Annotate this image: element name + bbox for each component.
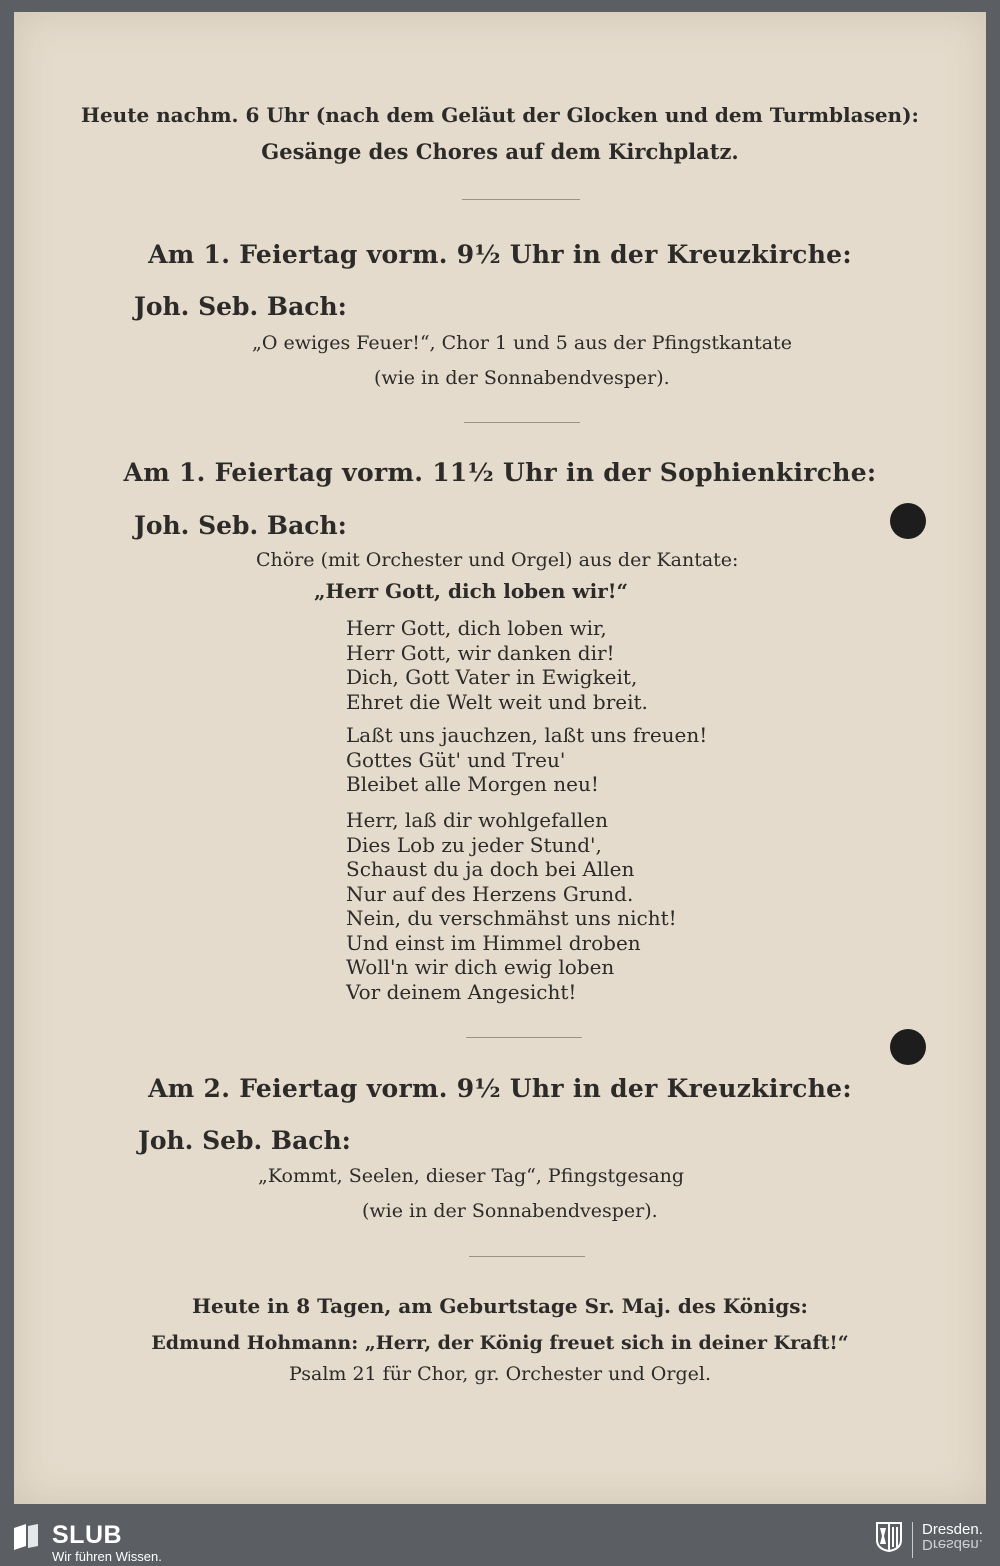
poem-line: Herr Gott, wir danken dir! [346,640,615,665]
poem-stanza-2 [346,723,707,797]
poem-line: Herr, laß dir wohlgefallen [346,808,608,832]
section-2-heading: Am 1. Feiertag vorm. 11½ Uhr in der Sophienkirche: [123,458,877,487]
dresden-logo[interactable] [922,1522,983,1552]
poem-line: Nein, du verschmähst uns nicht! [346,906,677,930]
section-3-heading: Am 2. Feiertag vorm. 9½ Uhr in der Kreuzkirche: [148,1074,852,1103]
poem-line: Laßt uns jauchzen, laßt uns freuen! [346,723,708,747]
book-icon [12,1524,40,1550]
divider [466,1037,582,1038]
divider [462,199,580,200]
section-3-work: „Kommt, Seelen, dieser Tag“, Pfingstgesang [258,1165,685,1187]
poem-line: Woll'n wir dich ewig loben [346,955,615,979]
poem-line: Gottes Güt' und Treu' [346,747,566,772]
section-2-cantata-title: „Herr Gott, dich loben wir!“ [314,579,629,603]
poem-line: Und einst im Himmel droben [346,930,641,955]
intro-line-2: Gesänge des Chores auf dem Kirchplatz. [261,139,739,164]
section-1-note: (wie in der Sonnabendvesper). [374,367,670,389]
slub-logo-text[interactable]: SLUB [52,1521,123,1549]
section-3-note: (wie in der Sonnabendvesper). [362,1200,658,1222]
poem-line: Dich, Gott Vater in Ewigkeit, [346,665,638,689]
poem-line: Bleibet alle Morgen neu! [346,772,599,796]
slub-tagline: Wir führen Wissen. [52,1549,162,1564]
section-3-composer: Joh. Seb. Bach: [138,1126,351,1155]
section-4-work: Edmund Hohmann: „Herr, der König freuet sich in deiner Kraft!“ [151,1332,849,1354]
punch-hole [890,503,926,539]
program-page [14,12,986,1504]
section-1-composer: Joh. Seb. Bach: [134,292,347,321]
poem-line: Vor deinem Angesicht! [346,979,577,1004]
divider [469,1256,585,1257]
dresden-logo-reflection: Dresden. [922,1536,983,1553]
poem-stanza-3 [346,808,677,1004]
poem-line: Nur auf des Herzens Grund. [346,881,634,906]
dresden-crest-icon [876,1522,902,1552]
divider [464,422,580,423]
section-1-work: „O ewiges Feuer!“, Chor 1 und 5 aus der Pfingstkantate [252,332,792,354]
poem-line: Ehret die Welt weit und breit. [346,689,648,714]
poem-stanza-1 [346,616,648,714]
dresden-logo-text: Dresden. [922,1521,983,1538]
poem-line: Dies Lob zu jeder Stund', [346,832,602,857]
footer-separator [912,1522,913,1558]
section-4-heading: Heute in 8 Tagen, am Geburtstage Sr. Maj. des Königs: [192,1294,808,1318]
section-1-heading: Am 1. Feiertag vorm. 9½ Uhr in der Kreuzkirche: [148,240,852,269]
intro-line-1: Heute nachm. 6 Uhr (nach dem Geläut der Glocken und dem Turmblasen): [81,103,919,127]
poem-line: Schaust du ja doch bei Allen [346,857,635,881]
section-4-note: Psalm 21 für Chor, gr. Orchester und Orgel. [288,1363,711,1385]
section-2-composer: Joh. Seb. Bach: [134,511,347,540]
punch-hole [890,1029,926,1065]
section-2-intro: Chöre (mit Orchester und Orgel) aus der Kantate: [256,549,739,571]
poem-line: Herr Gott, dich loben wir, [346,616,607,640]
footer-bar [0,1516,1000,1566]
